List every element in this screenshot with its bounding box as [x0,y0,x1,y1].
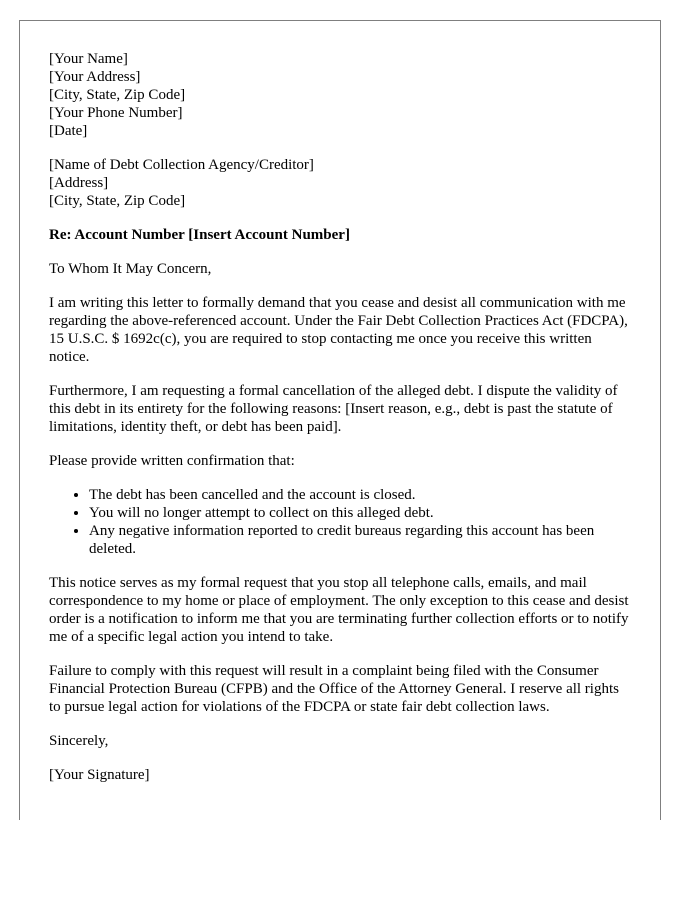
signature-placeholder: [Your Signature] [49,767,150,783]
body-paragraph [49,452,631,470]
body-paragraph [49,574,631,646]
salutation: To Whom It May Concern, [49,261,212,277]
paragraph-text: Furthermore, I am requesting a formal cancellation of the alleged debt. I dispute the validity of this debt in its entirety for the following reasons: [Insert reason, e.g., debt is past the statute of limitations, identity theft, or debt has been paid]. [49,383,618,435]
sender-phone: [Your Phone Number] [49,105,183,121]
paragraph-text: Please provide written confirmation that: [49,453,295,469]
body-paragraph [49,382,631,436]
recipient-address: [Address] [49,175,109,191]
paragraph-text: Failure to comply with this request will result in a complaint being filed with the Consumer Financial Protection Bureau (CFPB) and the Office of the Attorney General. I reserve all rights to pursue legal action for violations of the FDCPA or state fair debt collection laws. [49,663,619,715]
subject-line: Re: Account Number [Insert Account Number] [49,227,350,243]
letter-page [19,20,661,820]
list-item: • The debt has been cancelled and the account is closed. [89,486,631,504]
paragraph-text: I am writing this letter to formally demand that you cease and desist all communication with me regarding the above-referenced account. Under the Fair Debt Collection Practices Act (FDCPA), 15 U.S.C. $ 1692c(c), you are required to stop contacting me once you receive this written notice. [49,295,628,365]
letter-date: [Date] [49,123,88,139]
sender-address: [Your Address] [49,69,141,85]
body-paragraph [49,294,631,366]
sender-city-state-zip: [City, State, Zip Code] [49,87,186,103]
signoff: Sincerely, [49,733,109,749]
confirmation-list [49,486,631,558]
paragraph-text: This notice serves as my formal request that you stop all telephone calls, emails, and mail correspondence to my home or place of employment. The only exception to this cease and desist order is a notification to inform me that you are terminating further collection efforts or to notify me of a specific legal action you intend to take. [49,575,629,645]
list-item: • Any negative information reported to credit bureaus regarding this account has been deleted. [89,522,631,558]
body-paragraph [49,662,631,716]
recipient-block [49,156,631,210]
recipient-city-state-zip: [City, State, Zip Code] [49,193,186,209]
recipient-name: [Name of Debt Collection Agency/Creditor] [49,157,314,173]
sender-name: [Your Name] [49,51,128,67]
list-item: • You will no longer attempt to collect on this alleged debt. [89,504,631,522]
sender-block [49,50,631,140]
